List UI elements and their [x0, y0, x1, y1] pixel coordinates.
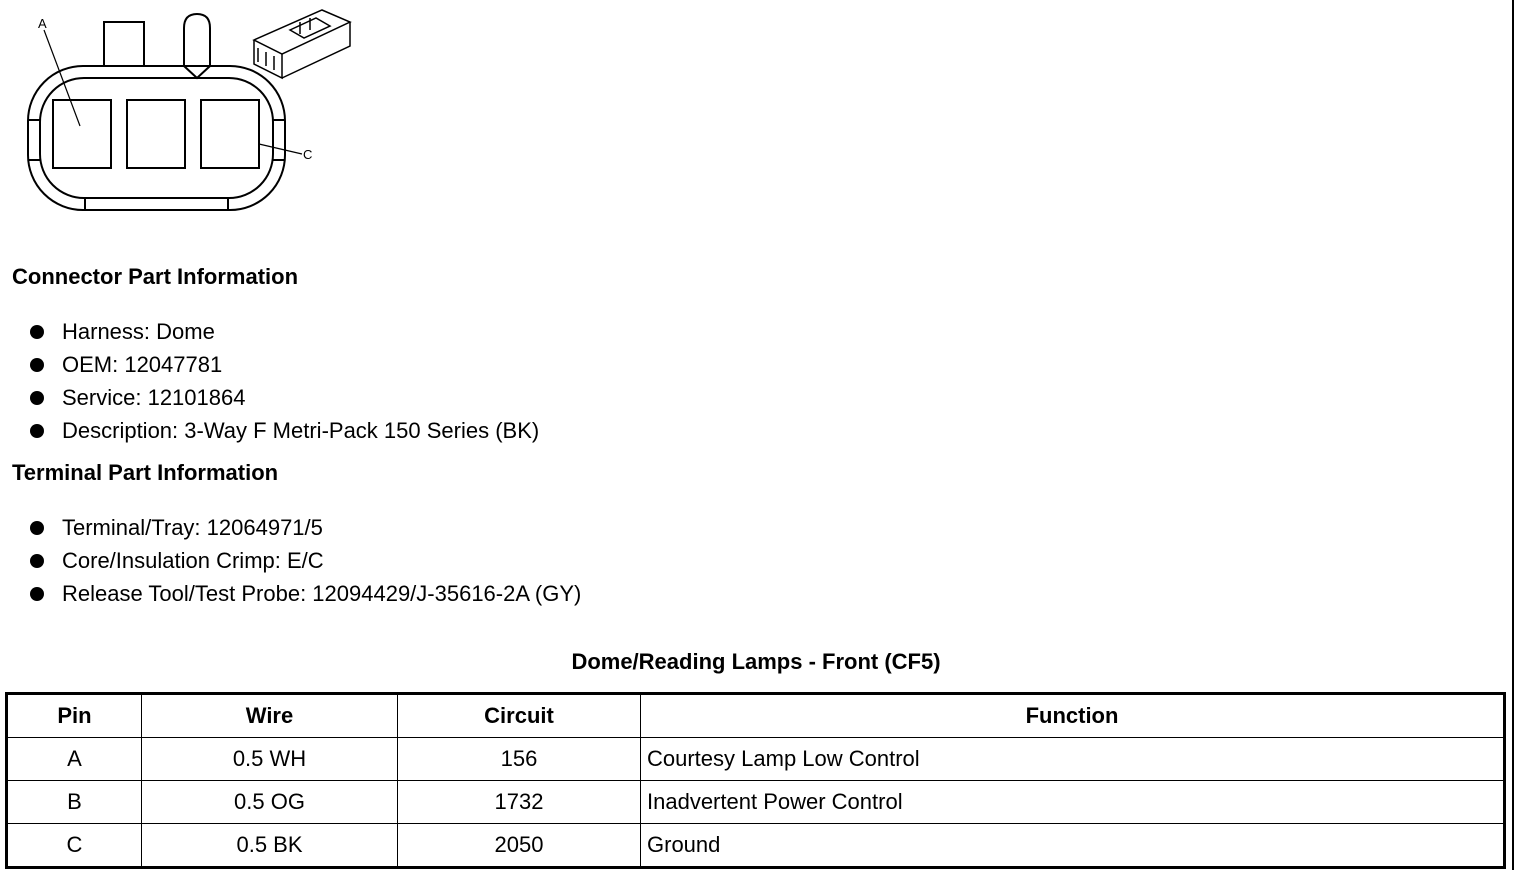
- function-cell: Courtesy Lamp Low Control: [641, 738, 1505, 781]
- pin-cell: C: [7, 824, 142, 868]
- column-header-circuit: Circuit: [398, 694, 641, 738]
- pin-cell: A: [7, 738, 142, 781]
- table-row: [7, 824, 1505, 868]
- bullet-icon: [30, 521, 44, 535]
- harness-text: Harness: Dome: [62, 319, 215, 344]
- list-item: [28, 579, 581, 612]
- table-row: [7, 738, 1505, 781]
- connector-part-info-heading: Connector Part Information: [12, 264, 299, 289]
- wire-cell: 0.5 BK: [142, 824, 398, 868]
- column-header-function: Function: [641, 694, 1505, 738]
- list-item: [28, 416, 539, 449]
- circuit-cell: 156: [398, 738, 641, 781]
- list-item: [28, 350, 539, 383]
- crimp-text: Core/Insulation Crimp: E/C: [62, 548, 324, 573]
- connector-diagram: [0, 0, 380, 230]
- circuit-cell: 2050: [398, 824, 641, 868]
- connector-thumbnail-icon: [254, 10, 350, 78]
- table-row: [7, 781, 1505, 824]
- pin-table-title: Dome/Reading Lamps - Front (CF5): [571, 649, 941, 674]
- oem-text: OEM: 12047781: [62, 352, 223, 377]
- pin-cell: B: [7, 781, 142, 824]
- bullet-icon: [30, 587, 44, 601]
- connector-part-info-list: [28, 317, 539, 449]
- function-cell: Ground: [641, 824, 1505, 868]
- wire-cell: 0.5 WH: [142, 738, 398, 781]
- wire-cell: 0.5 OG: [142, 781, 398, 824]
- list-item: [28, 383, 539, 416]
- bullet-icon: [30, 391, 44, 405]
- bullet-icon: [30, 325, 44, 339]
- terminal-part-info-heading: Terminal Part Information: [12, 460, 279, 485]
- list-item: [28, 317, 539, 350]
- release-tool-text: Release Tool/Test Probe: 12094429/J-35616-2A (GY): [62, 581, 582, 606]
- page-right-border: [1512, 0, 1514, 870]
- column-header-wire: Wire: [142, 694, 398, 738]
- pin-a-label: A: [38, 16, 47, 31]
- column-header-pin: Pin: [7, 694, 142, 738]
- terminal-tray-text: Terminal/Tray: 12064971/5: [62, 515, 323, 540]
- circuit-cell: 1732: [398, 781, 641, 824]
- list-item: [28, 513, 581, 546]
- bullet-icon: [30, 358, 44, 372]
- description-text: Description: 3-Way F Metri-Pack 150 Series (BK): [62, 418, 540, 443]
- bullet-icon: [30, 424, 44, 438]
- pin-c-label: C: [303, 147, 313, 162]
- pin-table: [5, 692, 1506, 869]
- bullet-icon: [30, 554, 44, 568]
- terminal-part-info-list: [28, 513, 581, 612]
- table-header-row: [7, 694, 1505, 738]
- function-cell: Inadvertent Power Control: [641, 781, 1505, 824]
- list-item: [28, 546, 581, 579]
- service-text: Service: 12101864: [62, 385, 246, 410]
